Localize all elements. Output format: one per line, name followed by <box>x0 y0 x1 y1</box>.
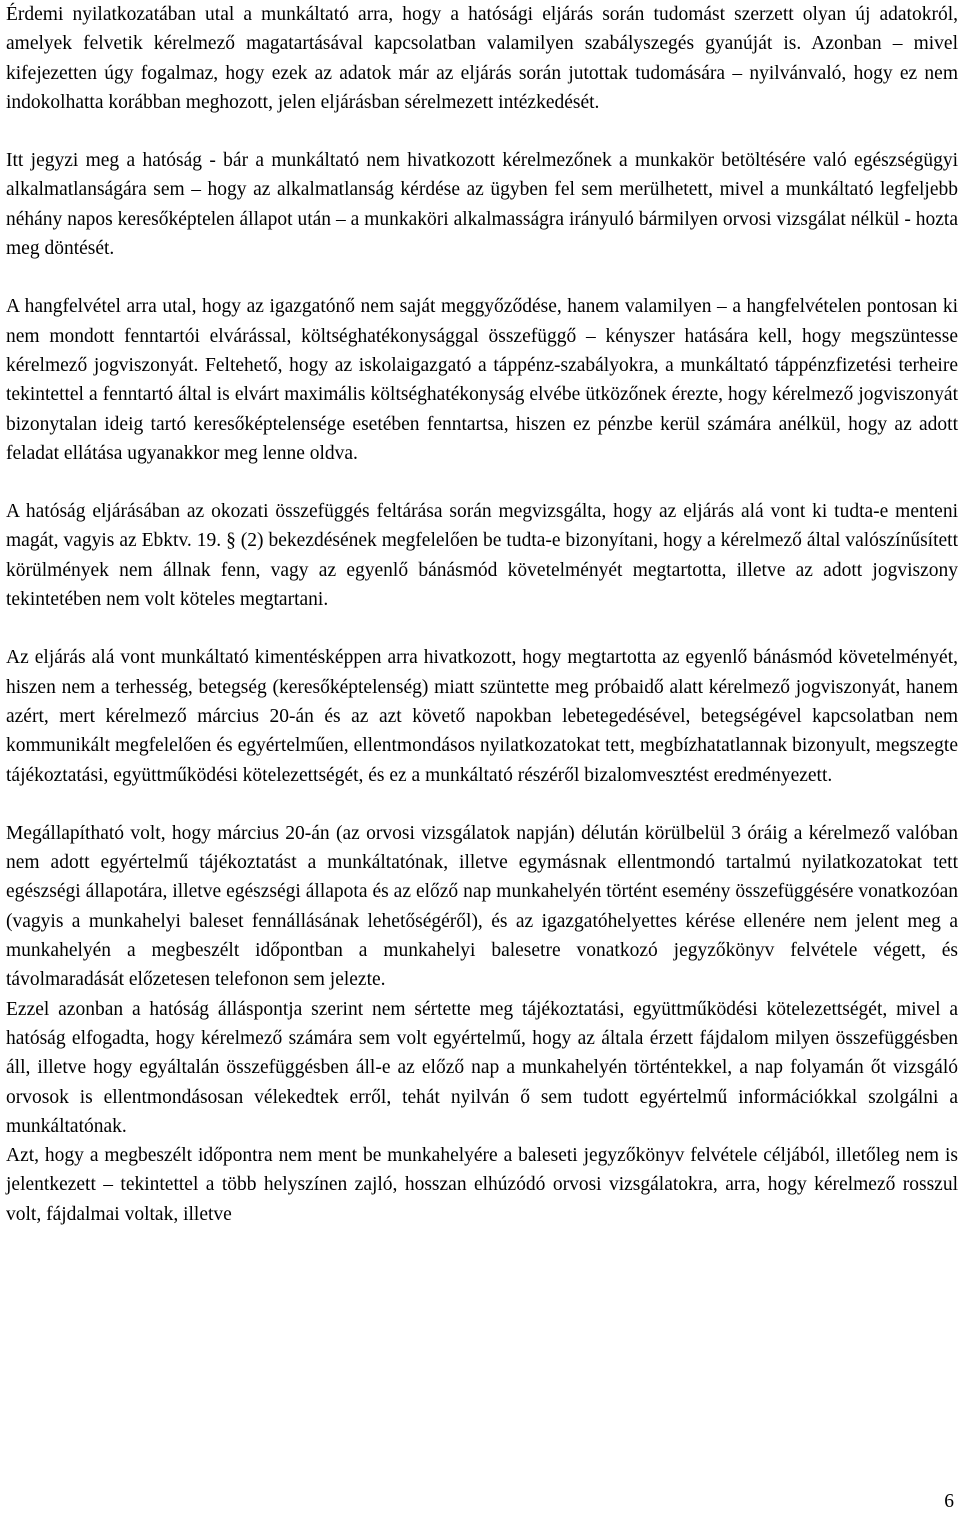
paragraph-4: A hatóság eljárásában az okozati összefüggés feltárása során megvizsgálta, hogy az eljárás alá vont ki tudta-e menteni magát, vagyis az Ebktv. 19. § (2) bekezdésének megfelelően be tudta-e bizonyítani, hogy a kérelmező által valószínűsített körülmények nem állnak fenn, vagy az egyenlő bánásmód követelményét megtartotta, illetve az adott jogviszony tekintetében nem volt köteles megtartani. <box>6 501 958 611</box>
paragraph-7: Ezzel azonban a hatóság álláspontja szerint nem sértette meg tájékoztatási, együttműködési kötelezettségét, mivel a hatóság elfogadta, hogy kérelmező számára sem volt egyértelmű, hogy az általa érzett fájdalom milyen összefüggésben áll, illetve hogy egyáltalán összefüggésben áll-e az előző nap a munkahelyén történtekkel, a nap folyamán őt vizsgáló orvosok is ellentmondásosan vélekedtek erről, tehát nyilván ő sem tudott egyértelmű információkkal szolgálni a munkáltatónak. <box>6 998 958 1137</box>
paragraph-8: Azt, hogy a megbeszélt időpontra nem ment be munkahelyére a baleseti jegyzőkönyv felvétele céljából, illetőleg nem is jelentkezett – tekintettel a több helyszínen zajló, hosszan elhúzódó orvosi vizsgálatokra, arra, hogy kérelmező rosszul volt, fájdalmai voltak, illetve <box>6 1145 958 1225</box>
paragraph-3: A hangfelvétel arra utal, hogy az igazgatónő nem saját meggyőződése, hanem valamilyen – a hangfelvételen pontosan ki nem mondott fenntartói elvárással, költséghatékonysággal összefüggő – kényszer hatására kell, hogy megszüntesse kérelmező jogviszonyát. Feltehető, hogy az iskolaigazgató a táppénz-szabályokra, a munkáltató táppénzfizetési terheire tekintettel a fenntartó által is elvárt maximális költséghatékonyság elvébe ütközőnek érezte, hogy kérelmező jogviszonyát bizonytalan ideig tartó keresőképtelensége esetében fenntartsa, hiszen ez pénzbe kerül számára anélkül, hogy az adott feladat ellátása ugyanakkor meg lenne oldva. <box>6 296 958 464</box>
paragraph-1: Érdemi nyilatkozatában utal a munkáltató arra, hogy a hatósági eljárás során tudomást szerzett olyan új adatokról, amelyek felvetik kérelmező magatartásával kapcsolatban valamilyen szabályszegés gyanúját is. Azonban – mivel kifejezetten úgy fogalmaz, hogy ezek az adatok már az eljárás során jutottak tudomására – nyilvánvaló, hogy ez nem indokolhatta korábban meghozott, jelen eljárásban sérelmezett intézkedését. <box>6 4 958 113</box>
page-number: 6 <box>944 1491 954 1512</box>
paragraph-5: Az eljárás alá vont munkáltató kimentésképpen arra hivatkozott, hogy megtartotta az egyenlő bánásmód követelményét, hiszen nem a terhesség, betegség (keresőképtelenség) miatt szüntette meg próbaidő alatt kérelmező jogviszonyát, hanem azért, mert kérelmező március 20-án és az azt követő napokban lebetegedésével, betegségével kapcsolatban nem kommunikált megfelelően és egyértelműen, ellentmondásos nyilatkozatokat tett, megbízhatatlannak bizonyult, megszegte tájékoztatási, együttműködési kötelezettségét, és ez a munkáltató részéről bizalomvesztést eredményezett. <box>6 647 958 786</box>
paragraph-2: Itt jegyzi meg a hatóság - bár a munkáltató nem hivatkozott kérelmezőnek a munkakör betöltésére való egészségügyi alkalmatlanságára sem – hogy az alkalmatlanság kérdése az ügyben fel sem merülhetett, mivel a munkáltató legfeljebb néhány napos keresőképtelen állapot után – a munkaköri alkalmasságra irányuló bármilyen orvosi vizsgálat nélkül - hozta meg döntését. <box>6 150 958 260</box>
document-body <box>6 0 958 1229</box>
paragraph-6: Megállapítható volt, hogy március 20-án (az orvosi vizsgálatok napján) délután körülbelül 3 óráig a kérelmező valóban nem adott egyértelmű tájékoztatást a munkáltatónak, illetve egymásnak ellentmondó tartalmú nyilatkozatokat tett egészségi állapotára, illetve egészségi állapota és az előző nap munkahelyén történt esemény összefüggésére vonatkozóan (vagyis a munkahelyi baleset fennállásának lehetőségéről), és az igazgatóhelyettes kérése ellenére nem jelent meg a munkahelyén a megbeszélt időpontban a munkahelyi balesetre vonatkozó jegyzőkönyv felvétele végett, és távolmaradását előzetesen telefonon sem jelezte. <box>6 822 958 991</box>
